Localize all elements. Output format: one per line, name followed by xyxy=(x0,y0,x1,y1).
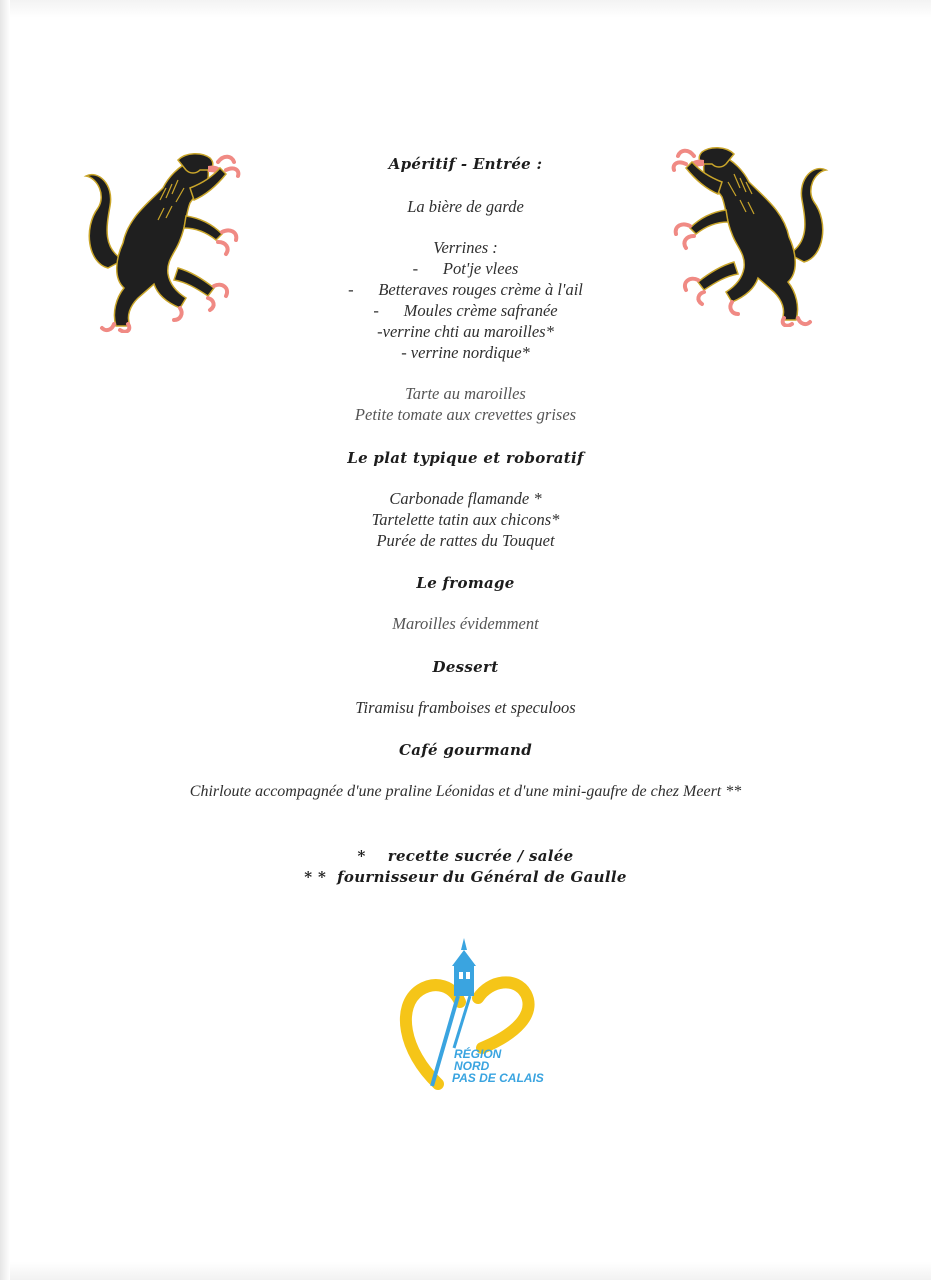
verrine-item-2: - Betteraves rouges crème à l'ail xyxy=(348,280,583,299)
logo-text-region: RÉGION xyxy=(454,1047,502,1061)
menu-item-tarte: Tarte au maroilles xyxy=(405,384,526,403)
fromage-item-1: Maroilles évidemment xyxy=(392,614,539,633)
heading-dessert: Dessert xyxy=(432,658,499,676)
footnote-recette: * recette sucrée / salée xyxy=(357,847,574,865)
heading-plat: Le plat typique et roboratif xyxy=(347,449,584,467)
heading-fromage: Le fromage xyxy=(416,574,515,592)
plat-item-3: Purée de rattes du Touquet xyxy=(376,531,555,550)
menu-item-biere: La bière de garde xyxy=(407,197,524,216)
heading-aperitif: Apéritif - Entrée : xyxy=(388,155,543,173)
logo-text-nord: NORD xyxy=(454,1059,490,1073)
page-edge-shadow xyxy=(0,0,10,1280)
verrines-title: Verrines : xyxy=(433,238,498,257)
footnote-fournisseur: * * fournisseur du Général de Gaulle xyxy=(304,868,627,886)
dessert-item-1: Tiramisu framboises et speculoos xyxy=(355,698,576,717)
heading-cafe: Café gourmand xyxy=(398,741,533,759)
plat-item-2: Tartelette tatin aux chicons* xyxy=(371,510,560,529)
logo-text-pas-de-calais: PAS DE CALAIS xyxy=(452,1071,544,1085)
menu-item-tomate: Petite tomate aux crevettes grises xyxy=(354,405,577,424)
verrine-item-1: - Pot'je vlees xyxy=(412,259,519,278)
cafe-item-1: Chirloute accompagnée d'une praline Léonidas et d'une mini-gaufre de chez Meert ** xyxy=(189,783,742,800)
verrine-item-5: - verrine nordique* xyxy=(401,343,530,362)
verrine-item-3: - Moules crème safranée xyxy=(373,301,558,320)
plat-item-1: Carbonade flamande * xyxy=(389,489,542,508)
verrine-item-4: -verrine chti au maroilles* xyxy=(377,322,554,341)
